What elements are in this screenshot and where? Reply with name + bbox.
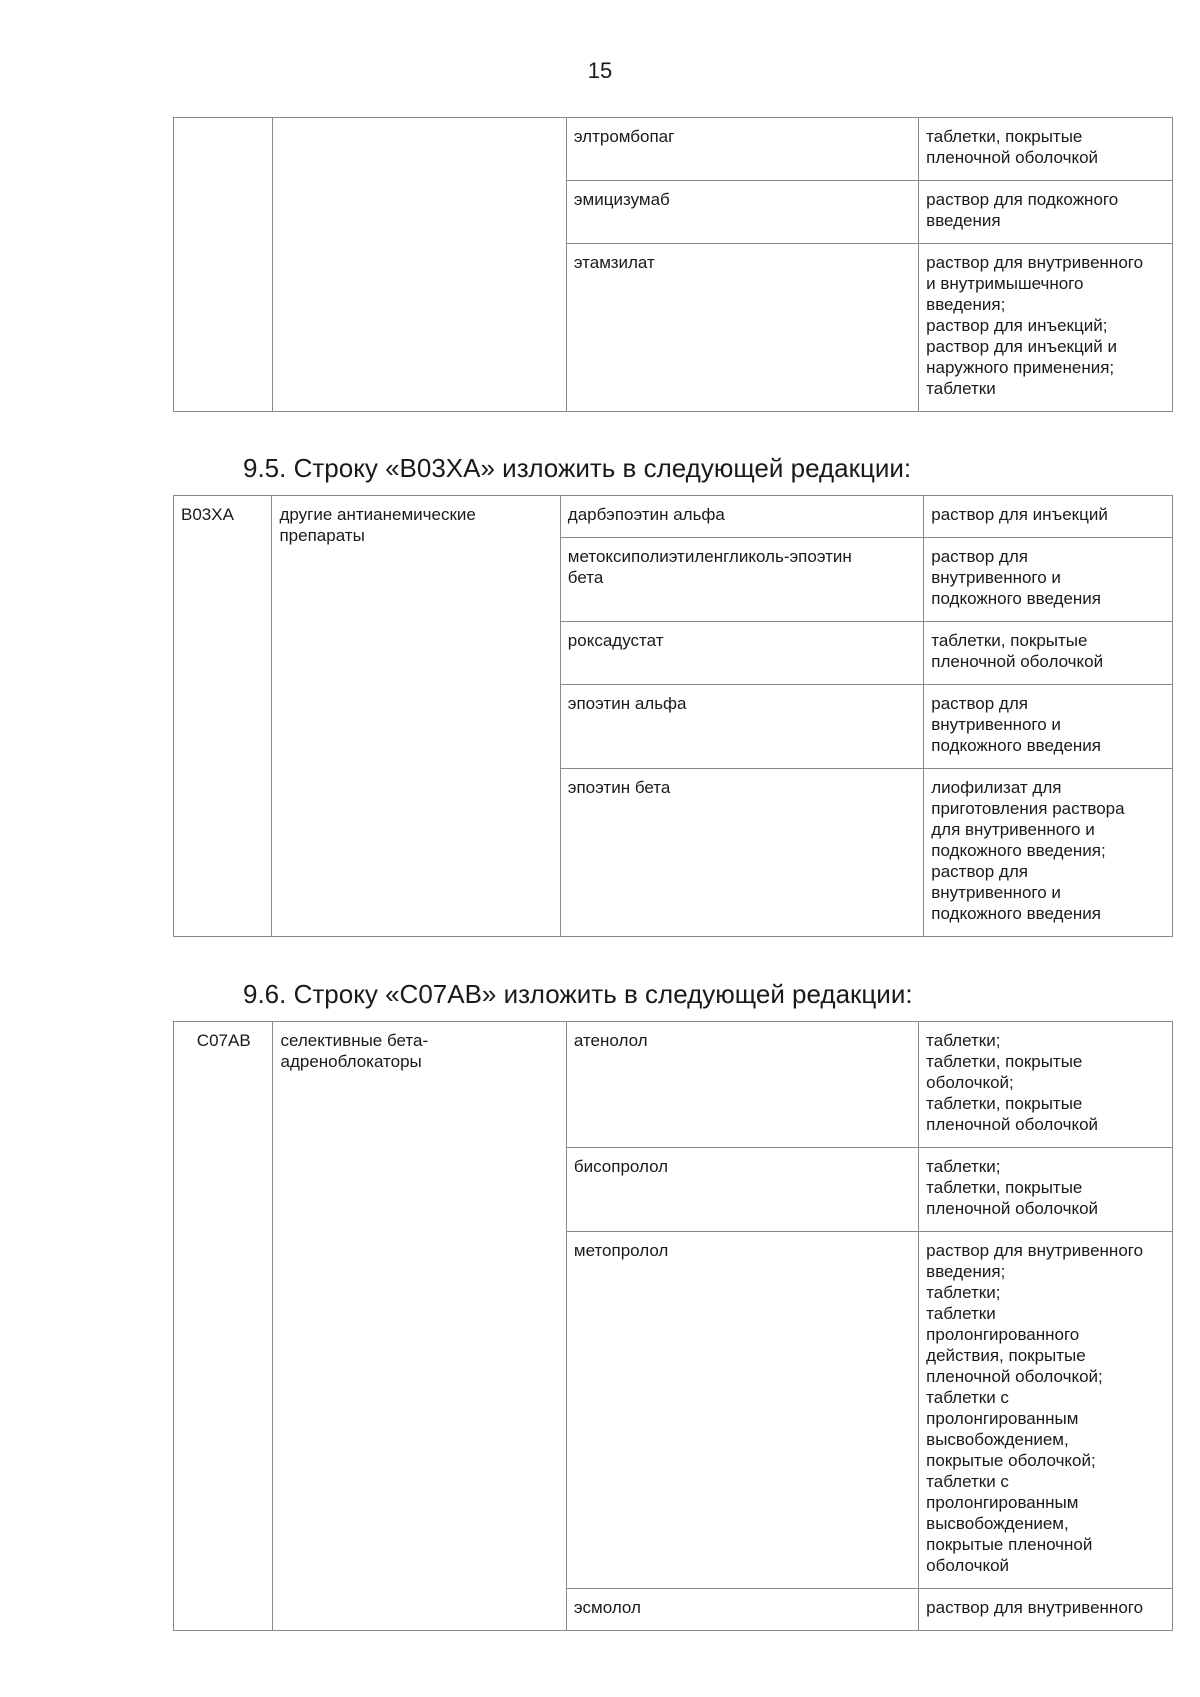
drug-cell: эпоэтин бета bbox=[560, 769, 923, 937]
drug-cell: эсмолол bbox=[566, 1589, 918, 1631]
form-cell: раствор для инъекций bbox=[924, 496, 1173, 538]
drug-cell: роксадустат bbox=[560, 622, 923, 685]
group-cell bbox=[273, 118, 566, 412]
table-continued bbox=[173, 117, 1173, 412]
form-cell: таблетки, покрытые пленочной оболочкой bbox=[919, 118, 1173, 181]
drug-cell: метопролол bbox=[566, 1232, 918, 1589]
form-cell: раствор для внутривенного и подкожного введения bbox=[924, 538, 1173, 622]
code-cell: B03XA bbox=[174, 496, 272, 937]
form-cell: таблетки; таблетки, покрытые оболочкой; таблетки, покрытые пленочной оболочкой bbox=[919, 1022, 1173, 1148]
form-cell: лиофилизат для приготовления раствора для внутривенного и подкожного введения; раствор для внутривенного и подкожного введения bbox=[924, 769, 1173, 937]
table-row bbox=[174, 118, 1173, 181]
drug-cell: элтромбопаг bbox=[566, 118, 918, 181]
drug-cell: эпоэтин альфа bbox=[560, 685, 923, 769]
form-cell: раствор для подкожного введения bbox=[919, 181, 1173, 244]
table-row bbox=[174, 496, 1173, 538]
code-cell bbox=[174, 118, 273, 412]
drug-cell: бисопролол bbox=[566, 1148, 918, 1232]
table-b03xa bbox=[173, 495, 1173, 937]
form-cell: раствор для внутривенного и подкожного введения bbox=[924, 685, 1173, 769]
form-cell: раствор для внутривенного введения; таблетки; таблетки пролонгированного действия, покрытые пленочной оболочкой; таблетки с пролонгированным высвобождением, покрытые оболочкой; таблетки с пролонгированным высвобождением, покрытые пленочной оболочкой bbox=[919, 1232, 1173, 1589]
section-heading-b03xa: 9.5. Строку «B03XA» изложить в следующей редакции: bbox=[243, 453, 912, 483]
drug-cell: атенолол bbox=[566, 1022, 918, 1148]
drug-cell: этамзилат bbox=[566, 244, 918, 412]
drug-cell: метоксиполиэтиленгликоль-эпоэтин бета bbox=[560, 538, 923, 622]
form-cell: раствор для внутривенного bbox=[919, 1589, 1173, 1631]
code-cell: C07AB bbox=[174, 1022, 273, 1631]
drug-cell: дарбэпоэтин альфа bbox=[560, 496, 923, 538]
group-cell: селективные бета- адреноблокаторы bbox=[273, 1022, 566, 1631]
page-number: 15 bbox=[587, 58, 613, 83]
drug-cell: эмицизумаб bbox=[566, 181, 918, 244]
form-cell: раствор для внутривенного и внутримышечного введения; раствор для инъекций; раствор для инъекций и наружного применения; таблетки bbox=[919, 244, 1173, 412]
form-cell: таблетки, покрытые пленочной оболочкой bbox=[924, 622, 1173, 685]
group-cell: другие антианемические препараты bbox=[272, 496, 560, 937]
section-heading-c07ab: 9.6. Строку «C07AB» изложить в следующей редакции: bbox=[243, 979, 913, 1009]
form-cell: таблетки; таблетки, покрытые пленочной оболочкой bbox=[919, 1148, 1173, 1232]
table-c07ab bbox=[173, 1021, 1173, 1631]
table-row bbox=[174, 1022, 1173, 1148]
